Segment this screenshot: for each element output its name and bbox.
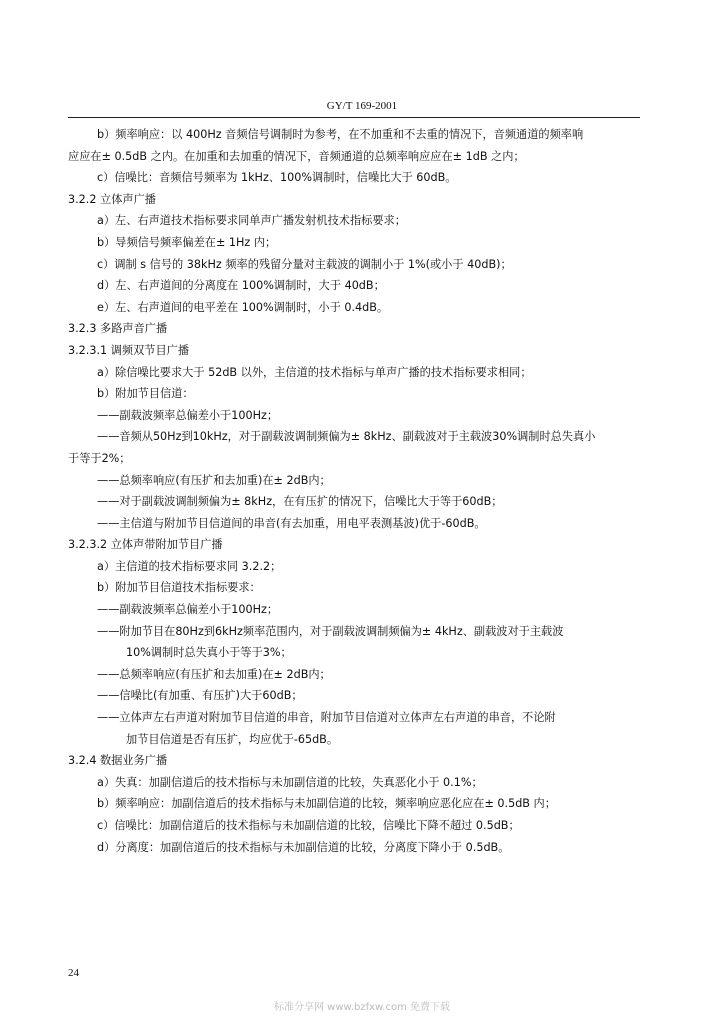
text-line: ——副载波频率总偏差小于100Hz；	[97, 603, 279, 617]
text-line: b）频率响应：加副信道后的技术指标与未加副信道的比较，频率响应恶化应在± 0.5dB 内；	[97, 797, 556, 811]
text-line: a）失真：加副信道后的技术指标与未加副信道的比较，失真恶化小于 0.1%；	[97, 775, 483, 789]
text-line: b）导频信号频率偏差在± 1Hz 内；	[97, 235, 277, 249]
text-line: a）除信噪比要求大于 52dB 以外，主信道的技术指标与单声广播的技术指标要求相同；	[97, 365, 532, 379]
header-divider	[68, 117, 640, 118]
section-heading: 3.2.3.2 立体声带附加节目广播	[68, 538, 223, 552]
text-line: b）附加节目信道：	[97, 387, 194, 401]
text-line: e）左、右声道间的电平差在 100%调制时，小于 0.4dB。	[97, 300, 389, 314]
text-line: ——音频从50Hz到10kHz，对于副载波调制频偏为± 8kHz、副载波对于主载波30%调制时总失真小	[97, 430, 596, 444]
text-line: ——信噪比(有加重、有压扩)大于60dB；	[97, 689, 303, 703]
text-line: ——立体声左右声道对附加节目信道的串音，附加节目信道对立体声左右声道的串音，不论附	[97, 711, 556, 725]
text-line: 应应在± 0.5dB 之内。在加重和去加重的情况下，音频通道的总频率响应应在± 1dB 之内；	[68, 149, 525, 163]
section-heading: 3.2.2 立体声广播	[68, 192, 156, 206]
text-line: c）调制 s 信号的 38kHz 频率的残留分量对主载波的调制小于 1%(或小于 40dB)；	[97, 257, 512, 271]
text-line: b）频率响应：以 400Hz 音频信号调制时为参考，在不加重和不去重的情况下，音频通道的频率响	[97, 128, 584, 141]
text-line: ——总频率响应(有压扩和去加重)在± 2dB内；	[97, 667, 331, 681]
text-line: 10%调制时总失真小于等于3%；	[126, 646, 292, 660]
text-line: c）信噪比：加副信道后的技术指标与未加副信道的比较，信噪比下降不超过 0.5dB；	[97, 819, 520, 832]
document-body	[68, 124, 640, 858]
text-line: d）左、右声道间的分离度在 100%调制时，大于 40dB；	[97, 279, 385, 293]
text-line: ——主信道与附加节目信道间的串音(有去加重，用电平表测基波)优于-60dB。	[97, 516, 486, 530]
text-line: ——附加节目在80Hz到6kHz频率范围内，对于副载波调制频偏为± 4kHz、副载波对于主载波	[97, 624, 564, 638]
section-heading: 3.2.3.1 调频双节目广播	[68, 343, 190, 357]
page-number: 24	[68, 967, 79, 979]
text-line: ——副载波频率总偏差小于100Hz；	[97, 408, 279, 422]
text-line: a）左、右声道技术指标要求同单声广播发射机技术指标要求；	[97, 214, 406, 228]
section-heading: 3.2.4 数据业务广播	[68, 754, 168, 768]
text-line: b）附加节目信道技术指标要求：	[97, 581, 261, 595]
text-line: ——总频率响应(有压扩和去加重)在± 2dB内；	[97, 473, 331, 487]
text-line: d）分离度：加副信道后的技术指标与未加副信道的比较，分离度下降小于 0.5dB。	[97, 840, 510, 854]
watermark-text: 标准分享网 www.bzfxw.com 免费下载	[274, 1002, 450, 1013]
page-header: GY/T 169-2001	[326, 100, 398, 112]
text-line: ——对于副载波调制频偏为± 8kHz，在有压扩的情况下，信噪比大于等于60dB；	[97, 495, 503, 509]
text-line: 加节目信道是否有压扩，均应优于-65dB。	[126, 732, 339, 746]
section-heading: 3.2.3 多路声音广播	[68, 322, 168, 336]
text-line: 于等于2%；	[68, 451, 131, 465]
text-line: a）主信道的技术指标要求同 3.2.2；	[97, 559, 282, 573]
text-line: c）信噪比：音频信号频率为 1kHz、100%调制时，信噪比大于 60dB。	[97, 171, 457, 185]
